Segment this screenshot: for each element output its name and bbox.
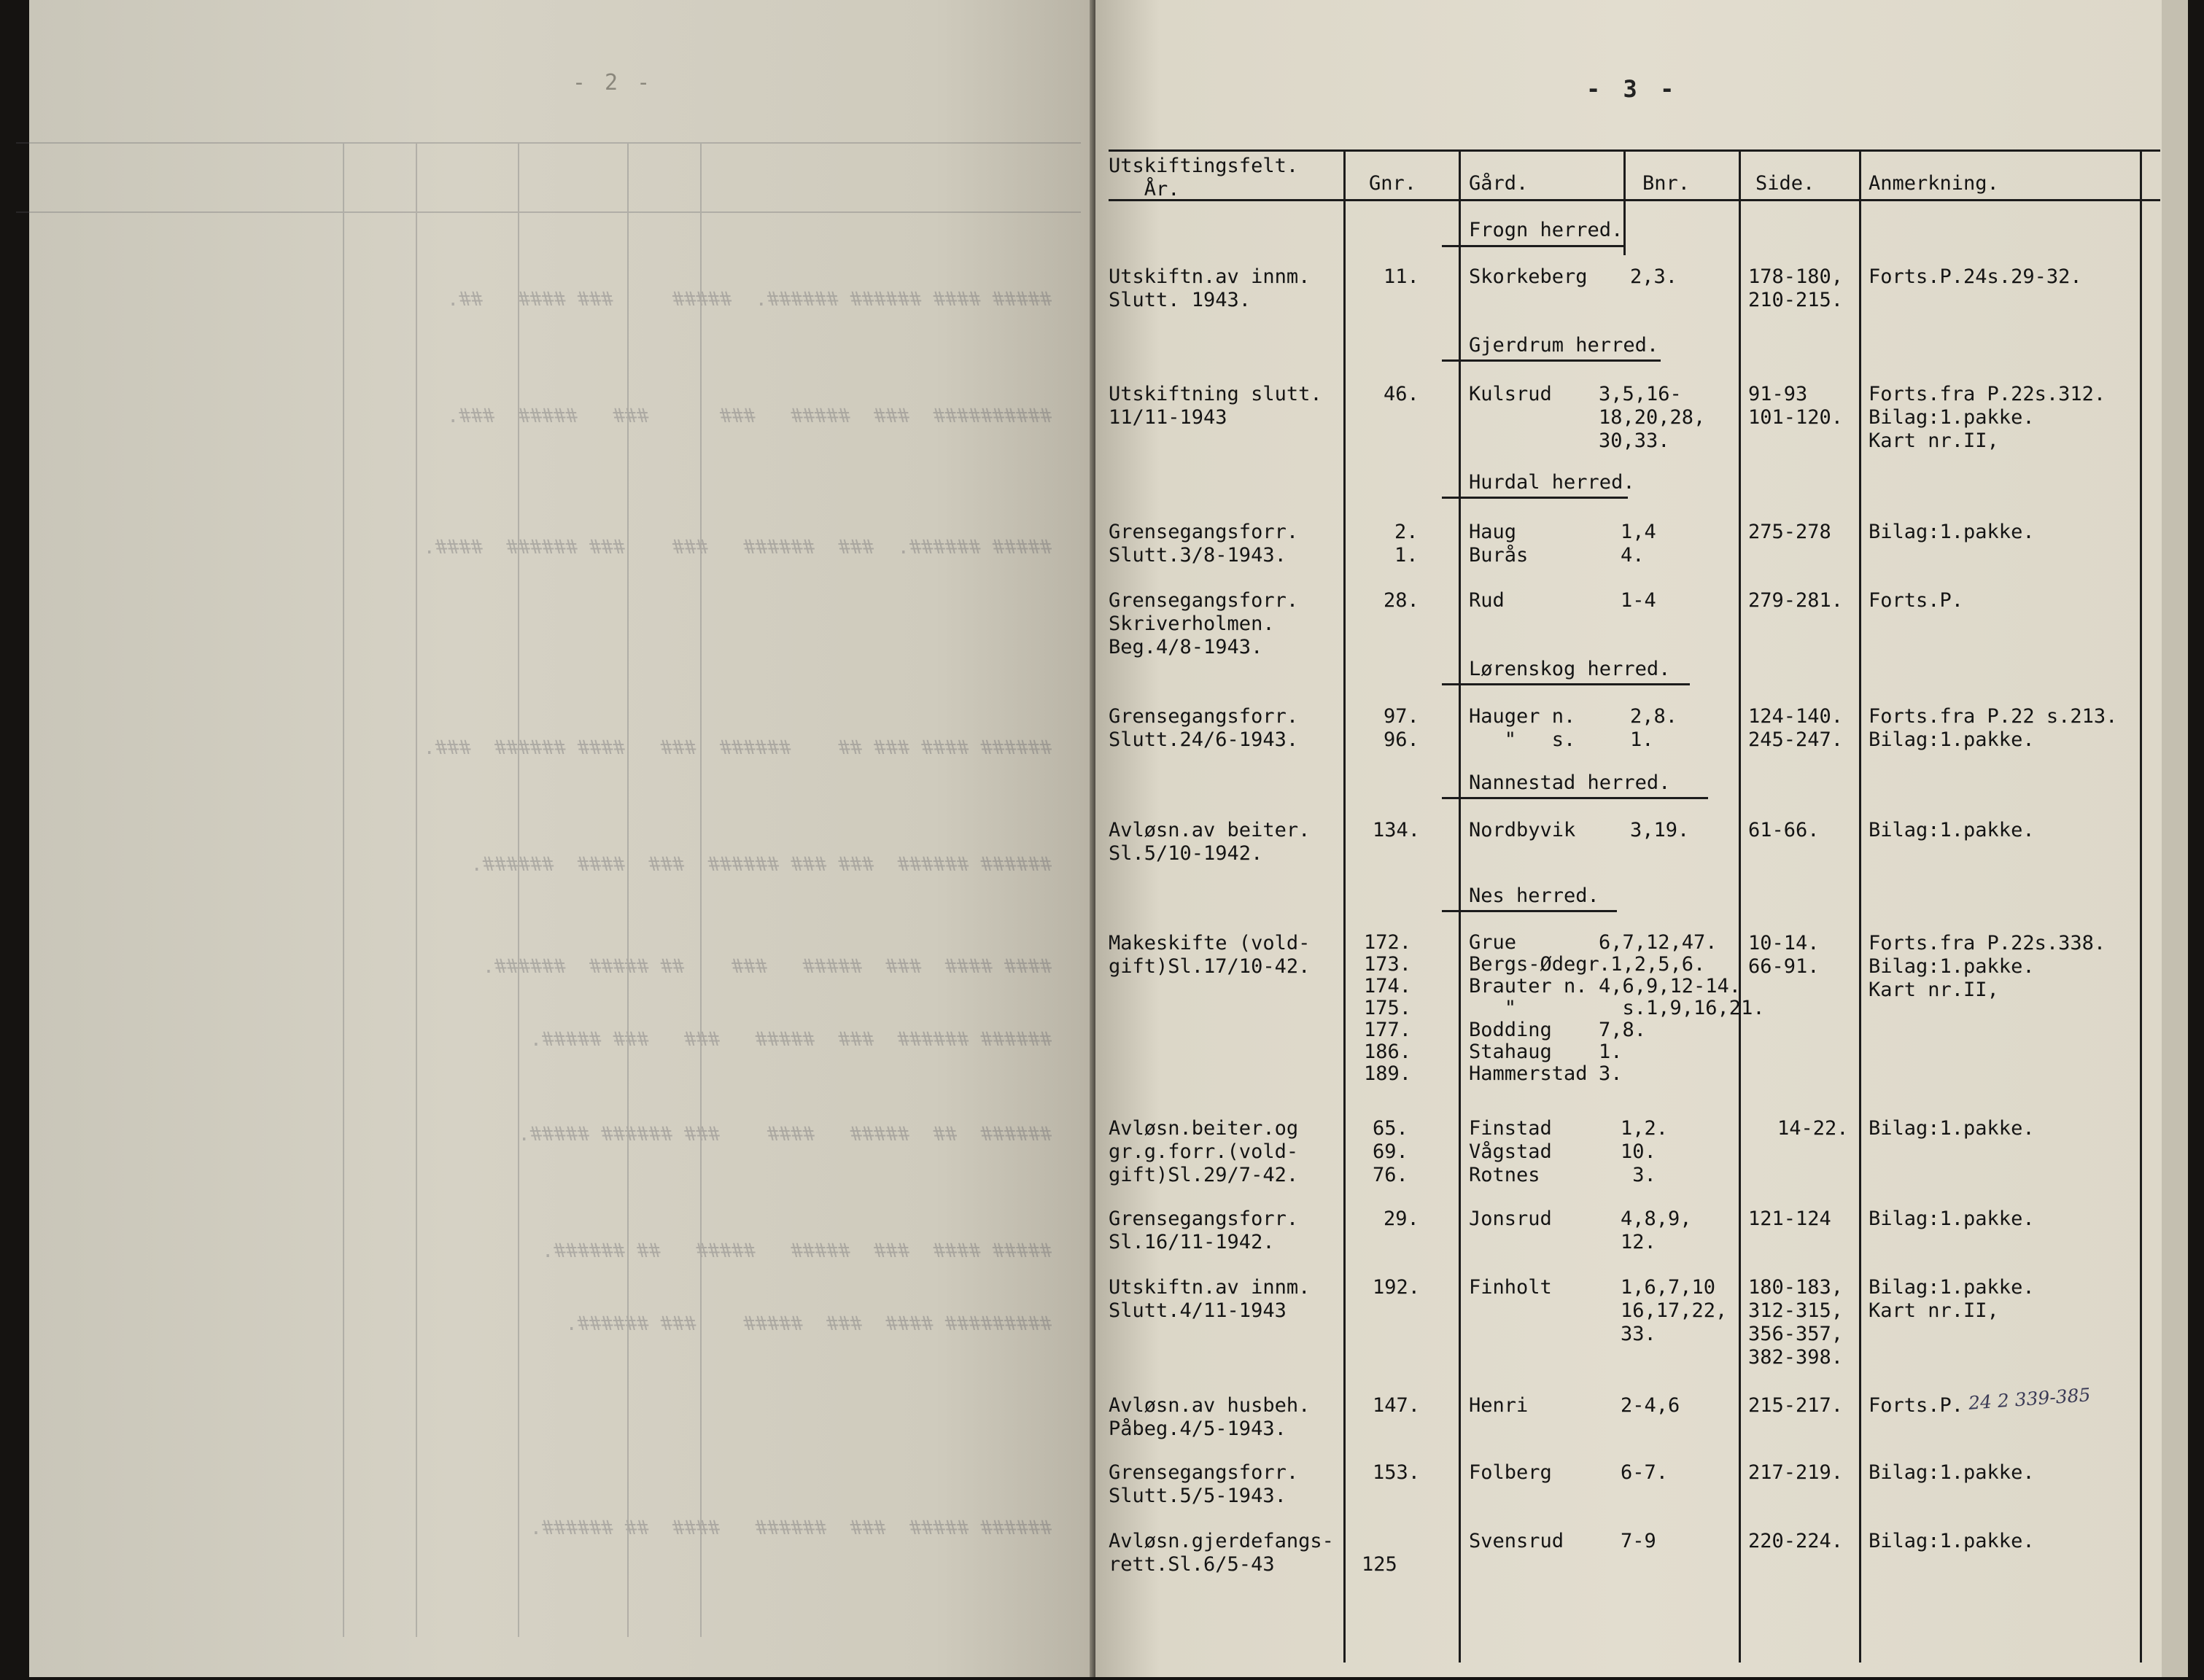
herred-heading: Lørenskog herred. bbox=[1469, 658, 1671, 680]
gnr-cell: 2. 1. bbox=[1394, 521, 1419, 567]
felt-cell: Utskiftn.av innm. Slutt. 1943. bbox=[1109, 265, 1311, 311]
herred-underline bbox=[1442, 683, 1690, 685]
gnr-cell: 153. bbox=[1373, 1461, 1421, 1484]
anm-cell: Forts.fra P.22s.312. Bilag:1.pakke. Kart nr.II, bbox=[1869, 383, 2106, 452]
gard-cell: Svensrud bbox=[1469, 1530, 1564, 1552]
right-page bbox=[1095, 0, 2162, 1677]
herred-underline bbox=[1442, 359, 1661, 362]
gard-cell: Folberg bbox=[1469, 1461, 1552, 1484]
gard-cell: Nordbyvik bbox=[1469, 819, 1576, 841]
column-divider bbox=[1859, 149, 1861, 1662]
header-anmerkning: Anmerkning. bbox=[1869, 172, 1999, 195]
anm-cell: Bilag:1.pakke. bbox=[1869, 1117, 2035, 1140]
side-cell: 275-278 bbox=[1748, 521, 1831, 543]
bnr-cell: 2-4,6 bbox=[1621, 1394, 1680, 1417]
gnr-cell: 192. bbox=[1373, 1276, 1421, 1299]
anm-cell: Forts.fra P.22 s.213. Bilag:1.pakke. bbox=[1869, 705, 2118, 751]
column-divider bbox=[1459, 149, 1461, 1662]
herred-underline bbox=[1442, 797, 1708, 799]
gard-cell: Grue Bergs-Ødegr Brauter n. " Bodding Stahaug Hammerstad bbox=[1469, 931, 1599, 1085]
herred-heading: Gjerdrum herred. bbox=[1469, 334, 1659, 357]
header-gard: Gård. bbox=[1469, 172, 1529, 195]
side-cell: 180-183, 312-315, 356-357, 382-398. bbox=[1748, 1276, 1844, 1369]
header-utskiftingsfelt: Utskiftingsfelt. År. bbox=[1109, 155, 1299, 201]
bnr-cell: 6-7. bbox=[1621, 1461, 1669, 1484]
anm-cell: Bilag:1.pakke. bbox=[1869, 1461, 2035, 1484]
column-divider bbox=[1739, 149, 1741, 1662]
herred-heading: Nes herred. bbox=[1469, 884, 1599, 907]
felt-cell: Avløsn.beiter.og gr.g.forr.(vold- gift)Sl.29/7-42. bbox=[1109, 1117, 1299, 1186]
page-edge bbox=[2162, 0, 2188, 1677]
gard-cell: Jonsrud bbox=[1469, 1208, 1552, 1230]
felt-cell: Avløsn.av beiter. Sl.5/10-1942. bbox=[1109, 819, 1311, 865]
felt-cell: Grensegangsforr. Slutt.3/8-1943. bbox=[1109, 521, 1299, 567]
anm-cell: Forts.P. bbox=[1869, 1394, 1964, 1417]
header-bnr: Bnr. bbox=[1642, 172, 1691, 195]
felt-cell: Avløsn.gjerdefangs- rett.Sl.6/5-43 bbox=[1109, 1530, 1334, 1576]
herred-underline bbox=[1442, 910, 1617, 912]
bnr-cell: 2,8. 1. bbox=[1630, 705, 1678, 751]
column-divider bbox=[1343, 149, 1346, 1662]
gnr-cell: 172. 173. 174. 175. 177. 186. 189. bbox=[1364, 931, 1412, 1085]
gnr-cell: 147. bbox=[1373, 1394, 1421, 1417]
felt-cell: Utskiftn.av innm. Slutt.4/11-1943 bbox=[1109, 1276, 1311, 1322]
bnr-cell: 4,8,9, 12. bbox=[1621, 1208, 1692, 1253]
gnr-cell: 28. bbox=[1384, 589, 1419, 612]
side-cell: 91-93 101-120. bbox=[1748, 383, 1844, 429]
anm-cell: Bilag:1.pakke. Kart nr.II, bbox=[1869, 1276, 2035, 1322]
felt-cell: Grensegangsforr. Skriverholmen. Beg.4/8-1943. bbox=[1109, 589, 1299, 658]
column-divider bbox=[2140, 149, 2142, 1662]
side-cell: 121-124 bbox=[1748, 1208, 1831, 1230]
gard-cell: Skorkeberg bbox=[1469, 265, 1588, 288]
felt-cell: Utskiftning slutt. 11/11-1943 bbox=[1109, 383, 1322, 429]
anm-cell: Forts.P.24s.29-32. bbox=[1869, 265, 2082, 288]
herred-heading: Nannestad herred. bbox=[1469, 771, 1671, 794]
anm-cell: Forts.P. bbox=[1869, 589, 1964, 612]
bnr-cell: 1-4 bbox=[1621, 589, 1656, 612]
side-cell: 61-66. bbox=[1748, 819, 1820, 841]
header-side: Side. bbox=[1755, 172, 1815, 195]
gard-cell: Kulsrud bbox=[1469, 383, 1552, 405]
right-page-number: - 3 - bbox=[1586, 75, 1679, 103]
gnr-cell: 97. 96. bbox=[1384, 705, 1419, 751]
gard-cell: Hauger n. " s. bbox=[1469, 705, 1576, 751]
gard-cell: Rud bbox=[1469, 589, 1505, 612]
felt-cell: Grensegangsforr. Slutt.5/5-1943. bbox=[1109, 1461, 1299, 1507]
column-divider bbox=[1623, 149, 1626, 255]
herred-underline bbox=[1442, 497, 1628, 499]
gard-cell: Finstad Vågstad Rotnes bbox=[1469, 1117, 1552, 1186]
side-cell: 124-140. 245-247. bbox=[1748, 705, 1844, 751]
bnr-cell: 6,7,12,47. .1,2,5,6. 4,6,9,12-14. s.1,9,16,21. 7,8. 1. 3. bbox=[1599, 931, 1765, 1085]
herred-underline bbox=[1442, 245, 1626, 247]
anm-cell: Bilag:1.pakke. bbox=[1869, 819, 2035, 841]
felt-cell: Grensegangsforr. Sl.16/11-1942. bbox=[1109, 1208, 1299, 1253]
side-cell: 178-180, 210-215. bbox=[1748, 265, 1844, 311]
bnr-cell: 1,6,7,10 16,17,22, 33. bbox=[1621, 1276, 1728, 1345]
bnr-cell: 7-9 bbox=[1621, 1530, 1656, 1552]
felt-cell: Grensegangsforr. Slutt.24/6-1943. bbox=[1109, 705, 1299, 751]
herred-heading: Hurdal herred. bbox=[1469, 471, 1635, 494]
gnr-cell: 65. 69. 76. bbox=[1373, 1117, 1408, 1186]
anm-cell: Bilag:1.pakke. bbox=[1869, 1208, 2035, 1230]
bnr-cell: 3,5,16- 18,20,28, 30,33. bbox=[1599, 383, 1706, 452]
gard-cell: Henri bbox=[1469, 1394, 1529, 1417]
side-cell: 279-281. bbox=[1748, 589, 1844, 612]
gnr-cell: 134. bbox=[1373, 819, 1421, 841]
left-page-bleed-through: ##### #### ###### ######. ##### ### #### ##. ########## ### ##### ### ### ##### ###. ##### ######. ### ###### ### ### ###### ####. ###### #### ### ## ###### ### #### ###### ###. ###### ###### ### ### ###### ### #### ######. #### #### ### ##### ### ## ##### ######. ###### ###### ### ##### ### ### #####. ###### ## ##### #### ### ###### #####. ##### #### ### ##### ##### ## ######. ######### #### ### ##### ### ######. ###### ##### ### ###### #### ## ######. bbox=[29, 0, 1095, 1677]
anm-cell: Bilag:1.pakke. bbox=[1869, 1530, 2035, 1552]
gnr-cell: 29. bbox=[1384, 1208, 1419, 1230]
felt-cell: Makeskifte (vold- gift)Sl.17/10-42. bbox=[1109, 932, 1311, 978]
handwritten-note: 24 2 339-385 bbox=[1968, 1384, 2092, 1414]
bnr-cell: 1,2. 10. 3. bbox=[1621, 1117, 1669, 1186]
anm-cell: Bilag:1.pakke. bbox=[1869, 521, 2035, 543]
side-cell: 14-22. bbox=[1777, 1117, 1849, 1140]
gnr-cell: 46. bbox=[1384, 383, 1419, 405]
herred-heading: Frogn herred. bbox=[1469, 219, 1623, 241]
table-top-rule bbox=[1109, 149, 2160, 152]
gard-cell: Haug Burås bbox=[1469, 521, 1529, 567]
gnr-cell: 11. bbox=[1384, 265, 1419, 288]
left-page-number: - 2 - bbox=[572, 70, 653, 96]
gard-cell: Finholt bbox=[1469, 1276, 1552, 1299]
bnr-cell: 1,4 4. bbox=[1621, 521, 1656, 567]
bnr-cell: 3,19. bbox=[1630, 819, 1690, 841]
side-cell: 217-219. bbox=[1748, 1461, 1844, 1484]
gnr-cell: 125 bbox=[1362, 1553, 1397, 1576]
felt-cell: Avløsn.av husbeh. Påbeg.4/5-1943. bbox=[1109, 1394, 1311, 1440]
side-cell: 215-217. bbox=[1748, 1394, 1844, 1417]
side-cell: 220-224. bbox=[1748, 1530, 1844, 1552]
header-gnr: Gnr. bbox=[1369, 172, 1417, 195]
side-cell: 10-14. 66-91. bbox=[1748, 932, 1820, 978]
bnr-cell: 2,3. bbox=[1630, 265, 1678, 288]
anm-cell: Forts.fra P.22s.338. Bilag:1.pakke. Kart nr.II, bbox=[1869, 932, 2106, 1001]
